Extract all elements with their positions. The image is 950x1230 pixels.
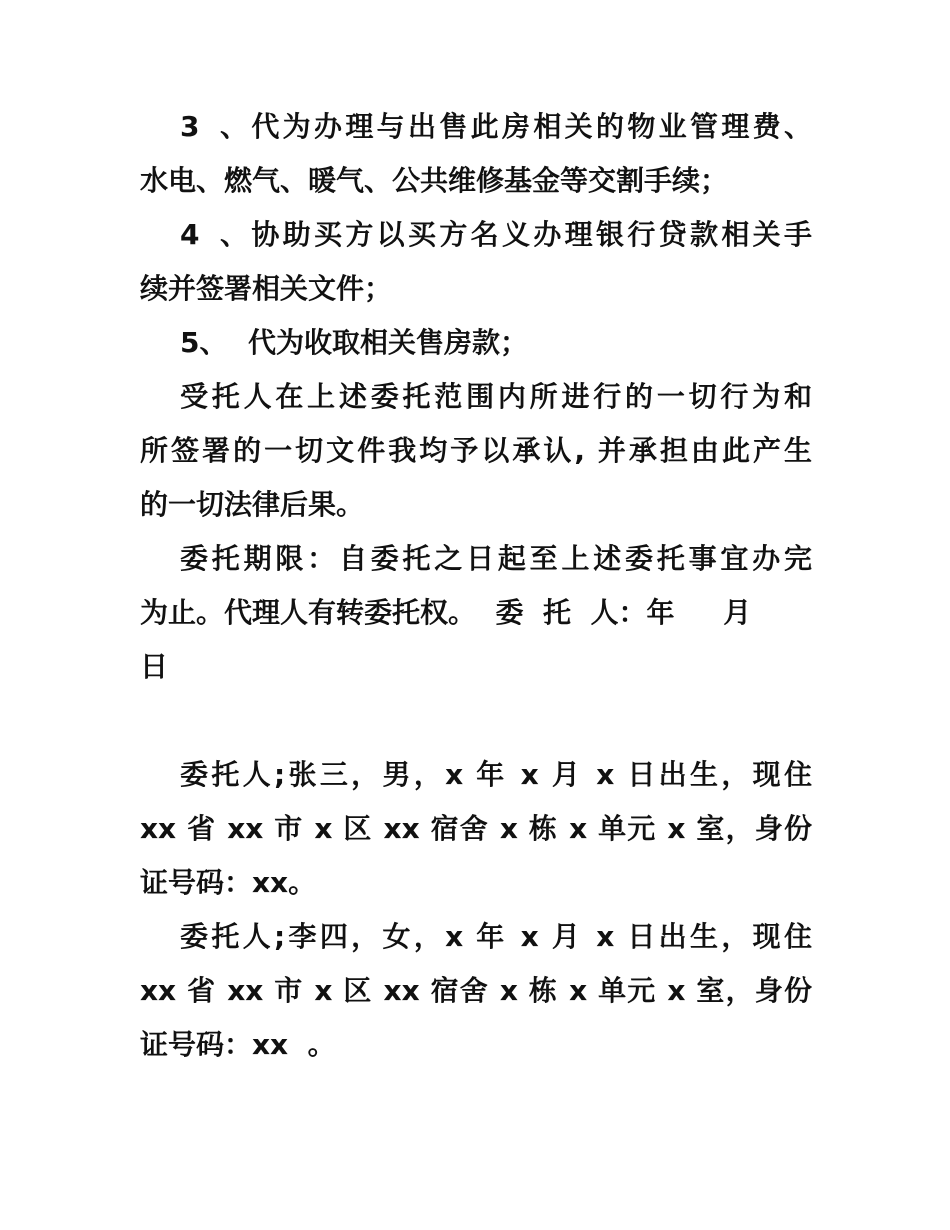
acknowledgement-line-3: 的一切法律后果。 (140, 488, 365, 521)
item-5-line-1: 5、 代为收取相关售房款； (140, 316, 812, 370)
term-line-1: 委托期限：自委托之日起至上述委托事宜办完 (180, 542, 812, 575)
item-4-number: 4、 (180, 218, 248, 251)
item-4-line-1: 4、协助买方以买方名义办理银行贷款相关手 (140, 208, 812, 262)
item-3-number: 3、 (180, 110, 248, 143)
term-line-3: 日 (140, 650, 169, 683)
principal-1-line-2: xx 省 xx 市 x 区 xx 宿舍 x 栋 x 单元 x 室，身份 (140, 812, 812, 845)
term-line-2: 为止。代理人有转委托权。 委 托 人：年 月 (140, 596, 752, 629)
principal-1-line-1: 委托人;张三，男，x 年 x 月 x 日出生，现住 (180, 758, 812, 791)
principal-2-line-1: 委托人;李四，女，x 年 x 月 x 日出生，现住 (180, 920, 812, 953)
document-body (140, 100, 812, 1072)
acknowledgement-line-2: 所签署的一切文件我均予以承认, 并承担由此产生 (140, 434, 812, 467)
blank-line (140, 694, 812, 748)
principal-2-line-2: xx 省 xx 市 x 区 xx 宿舍 x 栋 x 单元 x 室，身份 (140, 974, 812, 1007)
principal-1-line-3: 证号码：xx。 (140, 866, 317, 899)
item-5-number: 5、 (180, 326, 228, 359)
principal-2-line-3: 证号码：xx 。 (140, 1028, 336, 1061)
acknowledgement-line-1: 受托人在上述委托范围内所进行的一切行为和 (180, 380, 812, 413)
item-4-line-2: 续并签署相关文件； (140, 272, 393, 305)
item-3-line-2: 水电、燃气、暖气、公共维修基金等交割手续； (140, 164, 729, 197)
item-3-line-1: 3、代为办理与出售此房相关的物业管理费、 (140, 100, 812, 154)
